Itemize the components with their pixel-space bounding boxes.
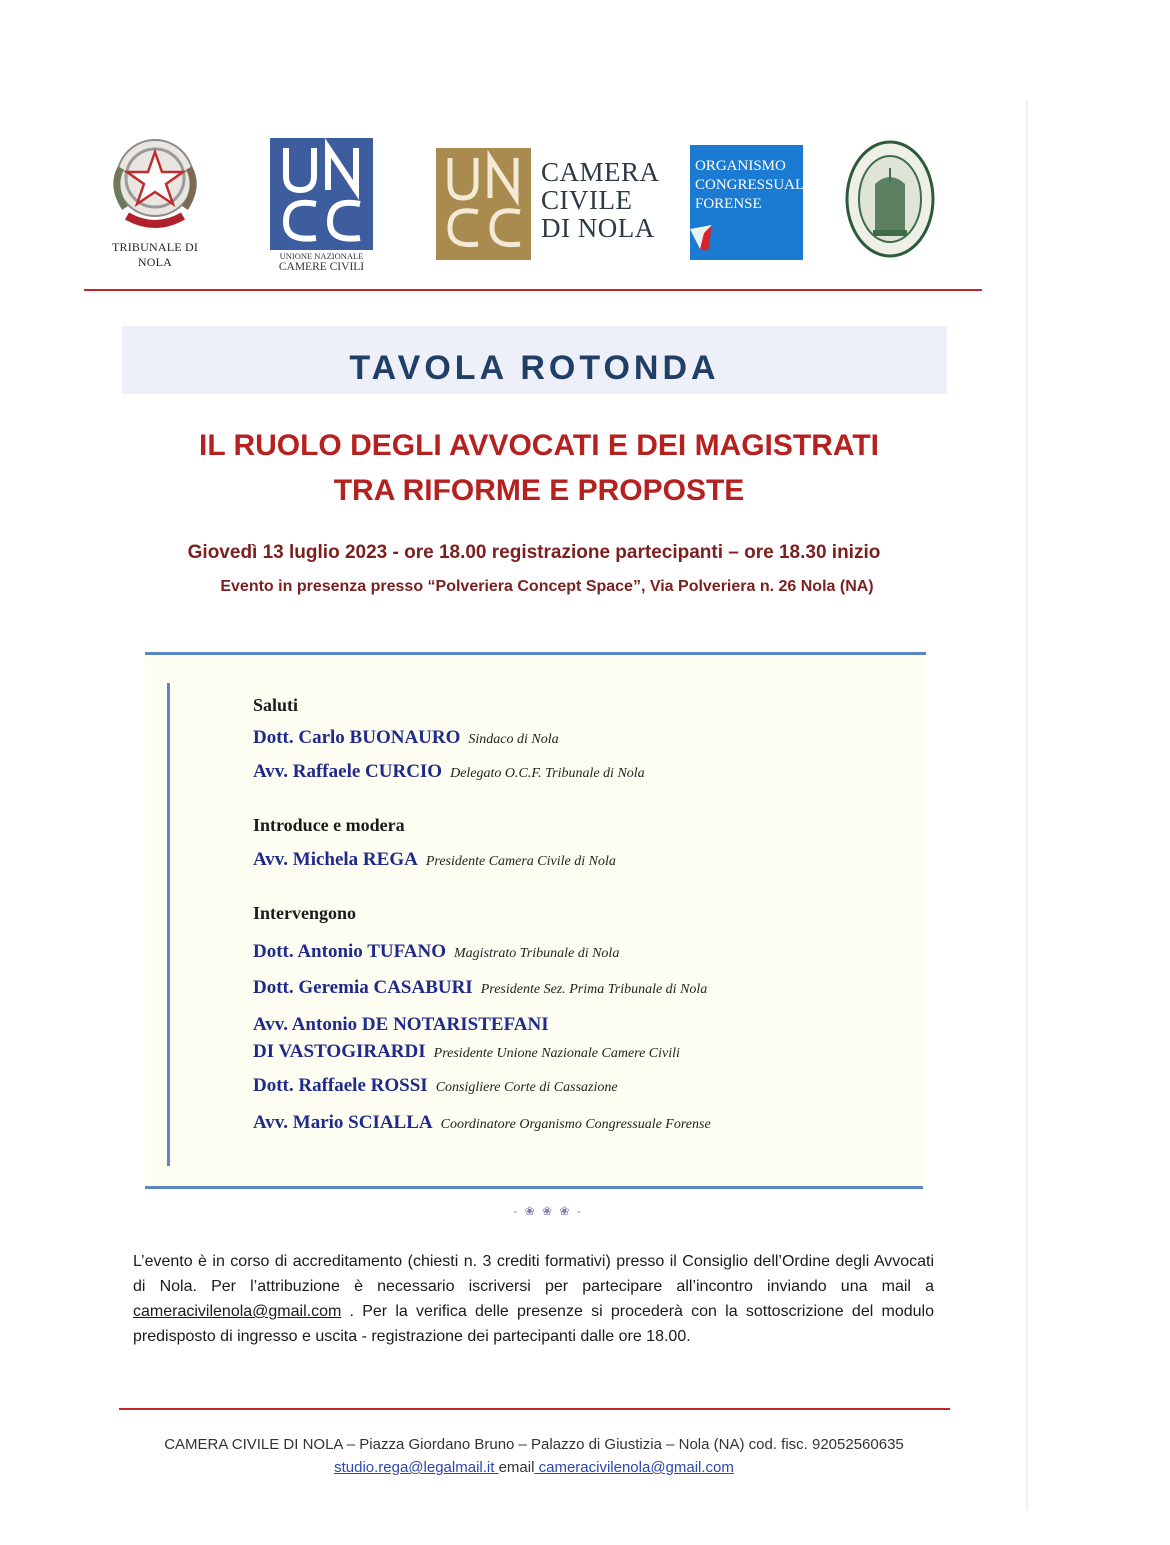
speaker-role: Coordinatore Organismo Congressuale Forense bbox=[440, 1117, 711, 1132]
uncc-logo bbox=[270, 138, 373, 250]
speaker-row-continued bbox=[253, 1041, 680, 1063]
speaker-name: Dott. Geremia CASABURI bbox=[253, 977, 473, 998]
uncc-caption: UNIONE NAZIONALE CAMERE CIVILI bbox=[278, 251, 365, 273]
event-type-label: TAVOLA ROTONDA bbox=[349, 349, 720, 387]
tribunale-emblem-logo bbox=[95, 132, 215, 269]
speaker-role: Magistrato Tribunale di Nola bbox=[454, 946, 620, 961]
ocf-wordmark: ORGANISMO CONGRESSUALE FORENSE bbox=[695, 158, 814, 212]
ocf-logo bbox=[690, 145, 814, 260]
speaker-role: Consigliere Corte di Cassazione bbox=[435, 1080, 618, 1095]
speaker-role: Delegato O.C.F. Tribunale di Nola bbox=[450, 766, 645, 781]
speaker-name-continued: DI VASTOGIRARDI bbox=[253, 1041, 426, 1062]
event-title-line-1: IL RUOLO DEGLI AVVOCATI E DEI MAGISTRATI bbox=[198, 429, 879, 462]
speaker-row bbox=[253, 1112, 711, 1134]
event-title-line-2: TRA RIFORME E PROPOSTE bbox=[333, 474, 745, 507]
italian-flag-swoosh-icon bbox=[690, 223, 720, 253]
speaker-role: Presidente Camera Civile di Nola bbox=[425, 854, 616, 869]
footer bbox=[0, 1433, 1068, 1479]
footer-contacts bbox=[0, 1456, 1068, 1479]
speaker-row bbox=[253, 941, 619, 963]
footer-email-link[interactable]: cameracivilenola@gmail.com bbox=[534, 1459, 734, 1476]
saluti-heading: Saluti bbox=[253, 695, 299, 715]
note-email-link[interactable]: cameracivilenola@gmail.com bbox=[133, 1303, 342, 1320]
footer-pec-link[interactable]: studio.rega@legalmail.it bbox=[334, 1459, 499, 1476]
speaker-row bbox=[253, 727, 559, 749]
event-type-banner bbox=[122, 326, 947, 394]
intervengono-heading: Intervengono bbox=[253, 903, 356, 923]
speaker-row bbox=[253, 761, 645, 783]
camera-civile-logo bbox=[436, 148, 531, 260]
footer-address: CAMERA CIVILE DI NOLA – Piazza Giordano Bruno – Palazzo di Giustizia – Nola (NA) cod. fisc. 92052560635 bbox=[164, 1436, 904, 1453]
speaker-name: Avv. Michela REGA bbox=[253, 849, 418, 870]
speaker-role: Presidente Unione Nazionale Camere Civili bbox=[433, 1046, 680, 1061]
header-divider bbox=[84, 289, 982, 291]
speaker-row bbox=[253, 849, 616, 871]
uncc-monogram-icon bbox=[270, 138, 373, 250]
page-edge bbox=[1026, 100, 1028, 1510]
footer-email-label: email bbox=[498, 1459, 535, 1476]
speaker-name: Dott. Carlo BUONAURO bbox=[253, 727, 461, 748]
footer-divider bbox=[119, 1408, 950, 1410]
italian-emblem-icon bbox=[107, 132, 203, 236]
program-top-border bbox=[145, 652, 926, 655]
speaker-row bbox=[253, 1075, 618, 1097]
speaker-name: Avv. Antonio DE NOTARISTEFANI bbox=[253, 1014, 549, 1035]
uncc-gold-monogram-icon bbox=[436, 148, 531, 260]
speaker-row bbox=[253, 1014, 549, 1036]
decorative-separator: - ❀ ❀ ❀ - bbox=[513, 1204, 583, 1218]
modera-heading: Introduce e modera bbox=[253, 815, 405, 835]
event-venue: Evento in presenza presso “Polveriera Concept Space”, Via Polveriera n. 26 Nola (NA) bbox=[220, 578, 874, 595]
accreditation-note: L’evento è in corso di accreditamento (chiesti n. 3 crediti formativi) presso il Consiglio dell’Ordine degli Avvocati di Nola. Per l’attribuzione è necessario iscriversi per partecipare all’incontro inviando una mail a cameracivilenola@gmail.com . Per la verifica delle presenze si procederà con la sottoscrizione del modulo predisposto di ingresso e uscita - registrazione dei partecipanti dalle ore 18.00. bbox=[133, 1253, 934, 1345]
speaker-name: Avv. Raffaele CURCIO bbox=[253, 761, 443, 782]
speaker-name: Dott. Raffaele ROSSI bbox=[253, 1075, 428, 1096]
ordine-avvocati-seal-icon bbox=[845, 140, 935, 258]
speaker-name: Dott. Antonio TUFANO bbox=[253, 941, 447, 962]
ordine-avvocati-seal bbox=[845, 140, 935, 263]
speaker-name: Avv. Mario SCIALLA bbox=[253, 1112, 433, 1133]
speaker-role: Presidente Sez. Prima Tribunale di Nola bbox=[480, 982, 708, 997]
speaker-row bbox=[253, 977, 707, 999]
event-date: Giovedì 13 luglio 2023 - ore 18.00 registrazione partecipanti – ore 18.30 inizio bbox=[187, 542, 881, 563]
tribunale-caption: TRIBUNALE DI NOLA bbox=[111, 240, 199, 269]
program-left-bar bbox=[167, 683, 170, 1166]
camera-civile-wordmark: CAMERA CIVILE DI NOLA bbox=[541, 157, 660, 243]
program-bottom-border bbox=[145, 1186, 923, 1189]
speaker-role: Sindaco di Nola bbox=[468, 732, 559, 747]
